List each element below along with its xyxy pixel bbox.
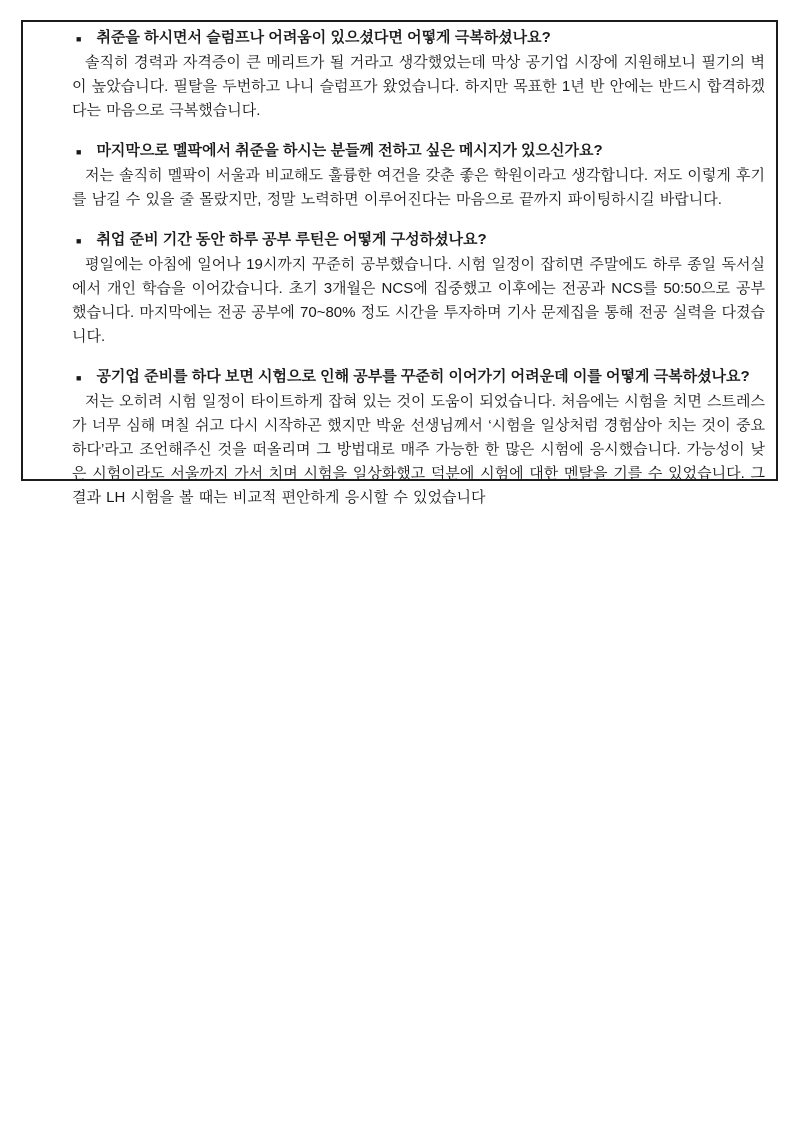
qa-block-slump (72, 26, 765, 123)
qa-block-exams (72, 365, 765, 510)
question-line (72, 139, 765, 164)
answer-paragraph: 저는 솔직히 멜팍이 서울과 비교해도 훌륭한 여건을 갖춘 좋은 학원이라고 생각합니다. 저도 이렇게 후기를 남길 수 있을 줄 몰랐지만, 정말 노력하면 이루어진다는 마음으로 끝까지 파이팅하시길 바랍니다. (72, 167, 765, 208)
question-text: 마지막으로 멜팍에서 취준을 하시는 분들께 전하고 싶은 메시지가 있으신가요? (96, 142, 603, 159)
question-text: 취업 준비 기간 동안 하루 공부 루틴은 어떻게 구성하셨나요? (96, 231, 487, 248)
square-bullet-icon: ■ (76, 236, 82, 246)
square-bullet-icon: ■ (76, 147, 82, 157)
qa-block-routine (72, 228, 765, 349)
answer-paragraph: 솔직히 경력과 자격증이 큰 메리트가 될 거라고 생각했었는데 막상 공기업 시장에 지원해보니 필기의 벽이 높았습니다. 필탈을 두번하고 나니 슬럼프가 왔었습니다. 하지만 목표한 1년 반 안에는 반드시 합격하겠다는 마음으로 극복했습니다. (72, 54, 765, 119)
square-bullet-icon: ■ (76, 373, 82, 383)
question-text: 취준을 하시면서 슬럼프나 어려움이 있으셨다면 어떻게 극복하셨나요? (96, 29, 551, 46)
answer-paragraph: 저는 오히려 시험 일정이 타이트하게 잡혀 있는 것이 도움이 되었습니다. 처음에는 시험을 치면 스트레스가 너무 심해 며칠 쉬고 다시 시작하곤 했지만 박윤 선생님께서 ‘시험을 일상처럼 경험삼아 치는 것이 중요하다’라고 조언해주신 것을 떠올리며 그 방법대로 매주 가능한 한 많은 시험에 응시했습니다. 가능성이 낮은 시험이라도 서울까지 가서 치며 시험을 일상화했고 덕분에 시험에 대한 멘탈을 기를 수 있었습니다. 그 결과 LH 시험을 볼 때는 비교적 편안하게 응시할 수 있었습니다 (72, 393, 765, 506)
qa-document-box (21, 20, 778, 506)
question-line (72, 228, 765, 253)
question-line (72, 26, 765, 51)
square-bullet-icon: ■ (76, 34, 82, 44)
answer-paragraph: 평일에는 아침에 일어나 19시까지 꾸준히 공부했습니다. 시험 일정이 잡히면 주말에도 하루 종일 독서실에서 개인 학습을 이어갔습니다. 초기 3개월은 NCS에 집중했고 이후에는 전공과 NCS를 50:50으로 공부했습니다. 마지막에는 전공 공부에 70~80% 정도 시간을 투자하며 기사 문제집을 통해 전공 실력을 다졌습니다. (72, 256, 765, 345)
question-text: 공기업 준비를 하다 보면 시험으로 인해 공부를 꾸준히 이어가기 어려운데 이를 어떻게 극복하셨나요? (96, 368, 750, 385)
question-line (72, 365, 765, 390)
qa-block-message (72, 139, 765, 212)
